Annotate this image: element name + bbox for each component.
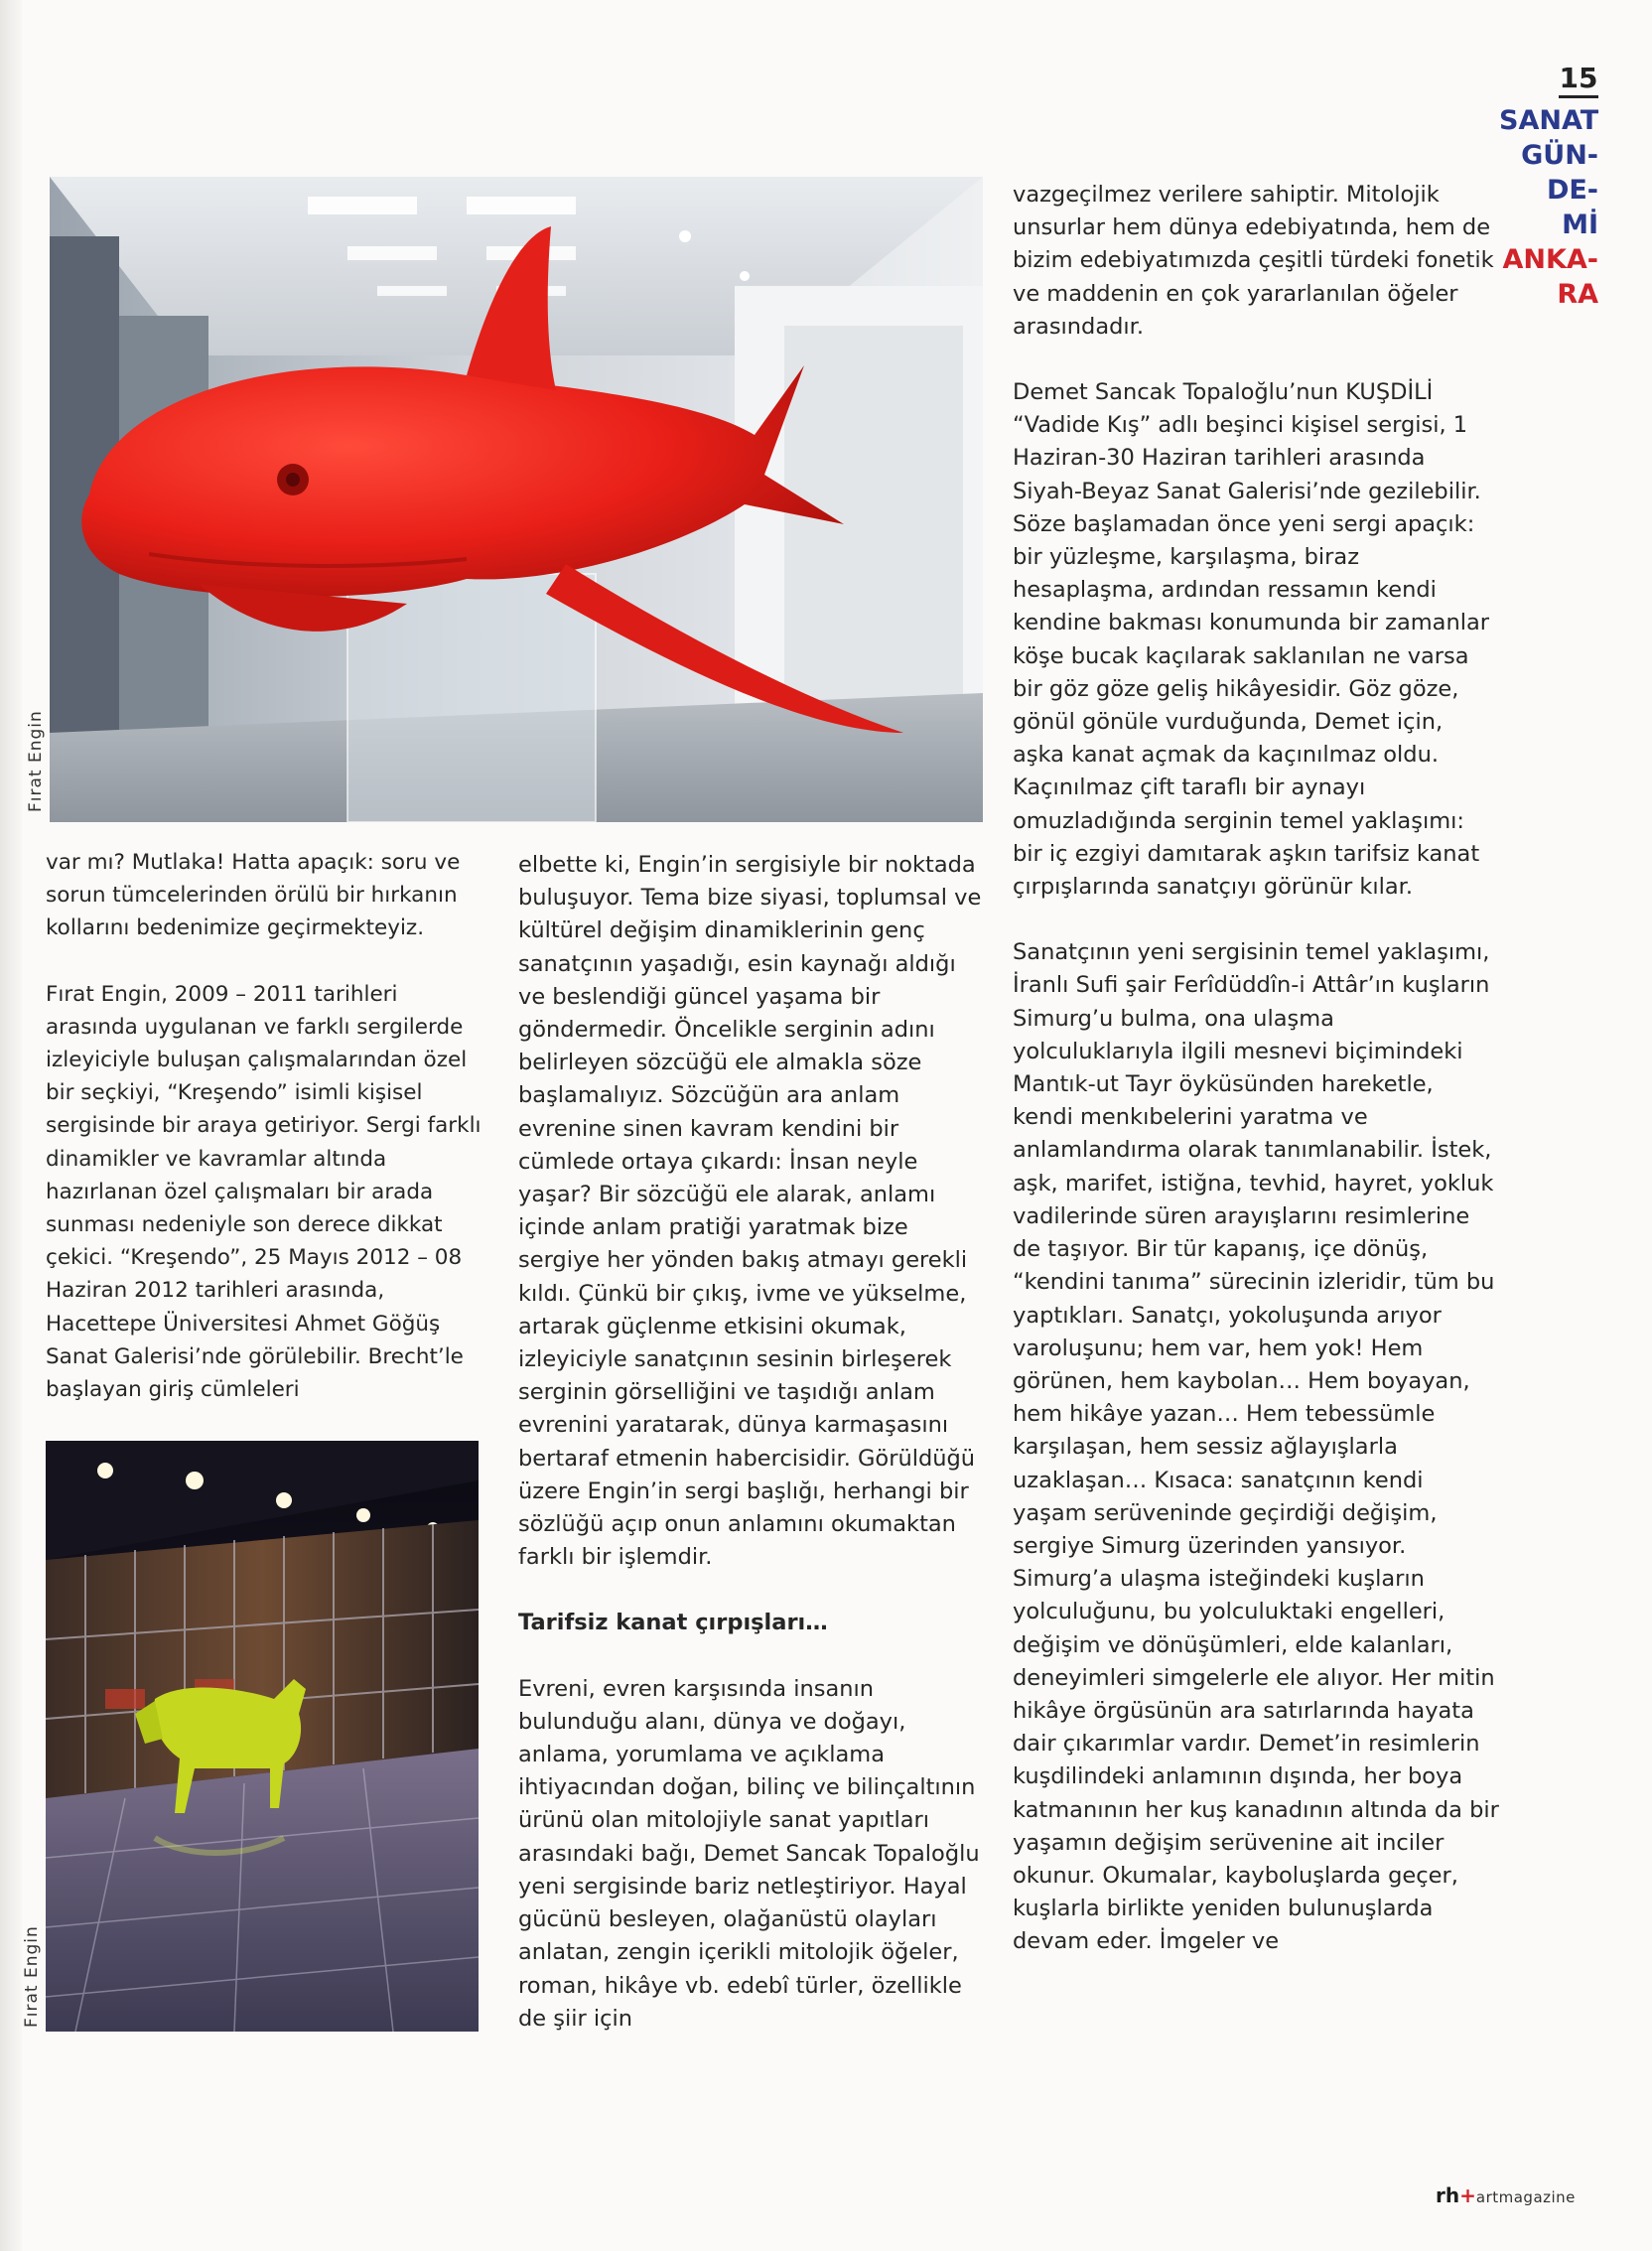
article-column-left bbox=[46, 846, 482, 1439]
section-tag bbox=[1499, 103, 1598, 312]
article-paragraph: Evreni, evren karşısında insanın bulunduğu alanı, dünya ve doğayı, anlama, yorumlama ve açıklama ihtiyacından doğan, bilinç ve bilinçaltının ürünü olan mitolojiyle sanat yapıtları arasındaki bağı, Demet Sancak Topaloğlu yeni sergisinde bariz netleştiriyor. Hayal gücünü besleyen, olağanüstü olayları anlatan, zengin içerikli mitolojik öğeler, roman, hikâye vb. edebî türler, özellikle de şiir için bbox=[518, 1675, 980, 2032]
page-number: 15 bbox=[1559, 62, 1598, 98]
article-paragraph: vazgeçilmez verilere sahiptir. Mitolojik unsurlar hem dünya edebiyatında, hem de bizim edebiyatımızda çeşitli türdeki fonetik ve maddenin en çok yararlanılan öğeler arasındadır. bbox=[1013, 182, 1494, 340]
red-shark-sculpture-image bbox=[50, 177, 983, 822]
section-tag-line: Mİ bbox=[1562, 210, 1598, 240]
logo-mark: rh bbox=[1436, 2183, 1460, 2207]
article-subheading: Tarifsiz kanat çırpışları… bbox=[518, 1610, 828, 1636]
logo-plus: + bbox=[1459, 2183, 1476, 2207]
article-paragraph: Demet Sancak Topaloğlu’nun KUŞDİLİ “Vadide Kış” adlı beşinci kişisel sergisi, 1 Haziran-30 Haziran tarihleri arasında Siyah-Beyaz Sanat Galerisi’nde gezilebilir. Söze başlamadan önce yeni sergi apaçık: bir yüzleşme, karşılaşma, biraz hesaplaşma, ardından ressamın kendi kendine bakması konumunda bir zamanlar köşe bucak kaçılarak saklanılan ne varsa bir göz göze geliş hikâyesidir. Göz göze, gönül gönüle vurduğunda, Demet için, aşka kanat açmak da kaçınılmaz oldu. Kaçınılmaz çift taraflı bir aynayı omuzladığında serginin temel yaklaşımı: bir iç ezgiyi damıtarak aşkın tarifsiz kanat çırpışlarında sanatçıyı görünür kılar. bbox=[1013, 379, 1490, 901]
page-gutter bbox=[0, 0, 22, 2251]
article-paragraph: Sanatçının yeni sergisinin temel yaklaşımı, İranlı Sufi şair Ferîdüddîn-i Attâr’ın kuşların Simurg’u bulma, ona ulaşma yolculuklarıyla ilgili mesnevi biçimindeki Mantık-ut Tayr öyküsünden hareketle, kendi menkıbelerini yaratma ve anlamlandırma olarak tanımlanabilir. İstek, aşk, marifet, istiğna, tevhid, hayret, yokluk vadilerinde süren arayışlarını resimlerine de taşıyor. Bir tür kapanış, içe dönüş, “kendini tanıma” sürecinin izleridir, tüm bu yaptıkları. Sanatçı, yokoluşunda arıyor varoluşunu; hem var, hem yok! Hem görünen, hem kaybolan… Hem boyayan, hem hikâye yazan… Hem tebessümle karşılaşan, hem sessiz ağlayışlarla uzaklaşan… Kısaca: sanatçının kendi yaşam serüveninde geçirdiği değişim, sergiye Simurg üzerinden yansıyor. Simurg’a ulaşma isteğindeki kuşların yolculuğunu, bu yolculuktaki engelleri, değişim ve dönüşümleri, elde kalanları, deneyimleri simgelerle ele alıyor. Her mitin hikâye örgüsünün ara satırlarında hayata dair çıkarımlar vardır. Demet’in resimlerin kuşdilindeki anlamının dışında, her boya katmanının her kuş kanadının altında da bir yaşamın değişim serüvenine ait inciler okunur. Okumalar, kayboluşlarda geçer, kuşlarla birlikte yeniden bulunuşlarda devam eder. İmgeler ve bbox=[1013, 939, 1499, 1955]
article-paragraph: var mı? Mutlaka! Hatta apaçık: soru ve sorun tümcelerinden örülü bir hırkanın kollarını bedenimize geçirmekteyiz. bbox=[46, 850, 461, 941]
yellow-dog-sculpture-photo bbox=[46, 1441, 479, 2032]
article-paragraph: elbette ki, Engin’in sergisiyle bir noktada buluşuyor. Tema bize siyasi, toplumsal ve kültürel değişim dinamiklerinin genç sanatçının yaşadığı, esin kaynağı aldığı ve beslendiği güncel yaşama bir göndermedir. Öncelikle serginin adını belirleyen sözcüğü ele almakla söze başlamalıyız. Sözcüğün ara anlam evrenine sinen kavram kendini bir cümlede ortaya çıkardı: İnsan neyle yaşar? Bir sözcüğü ele alarak, anlamı içinde anlam pratiği yaratmak bize sergiye her yönden bakış atmayı gerekli kıldı. Çünkü bir çıkış, ivme ve yükselme, artarak güçlenme etkisini okumak, izleyiciyle sanatçının sesinin birleşerek serginin görselliğini ve taşıdığı anlam evrenini yaratarak, dünya karmaşasını bertaraf etmenin habercisidir. Görüldüğü üzere Engin’in sergi başlığı, herhangi bir sözlüğü açıp onun anlamını okumaktan farklı bir işlemdir. bbox=[518, 852, 982, 1571]
section-tag-line: ANKA- bbox=[1502, 244, 1598, 275]
photo-credit: Fırat Engin bbox=[26, 710, 46, 812]
article-paragraph: Fırat Engin, 2009 – 2011 tarihleri arasında uygulanan ve farklı sergilerde izleyiciyle buluşan çalışmalarından özel bir seçkiyi, “Kreşendo” isimli kişisel sergisinde bir araya getiriyor. Sergi farklı dinamikler ve kavramlar altında hazırlanan özel çalışmaları bir arada sunması nedeniyle son derece dikkat çekici. “Kreşendo”, 25 Mayıs 2012 – 08 Haziran 2012 tarihleri arasında, Hacettepe Üniversitesi Ahmet Göğüş Sanat Galerisi’nde görülebilir. Brecht’le başlayan giriş cümleleri bbox=[46, 981, 482, 1403]
section-tag-line: RA bbox=[1557, 279, 1598, 310]
article-column-right bbox=[1013, 179, 1499, 1992]
section-tag-line: SANAT bbox=[1499, 105, 1599, 136]
magazine-logo bbox=[1436, 2183, 1576, 2207]
yellow-dog-sculpture-image bbox=[46, 1441, 479, 2032]
section-tag-line: DE- bbox=[1546, 175, 1598, 206]
article-column-middle bbox=[518, 849, 985, 2068]
section-tag-line: GÜN- bbox=[1521, 140, 1598, 171]
red-shark-sculpture-photo bbox=[50, 177, 983, 822]
logo-wordmark: artmagazine bbox=[1475, 2188, 1576, 2206]
photo-credit: Fırat Engin bbox=[22, 1925, 42, 2028]
